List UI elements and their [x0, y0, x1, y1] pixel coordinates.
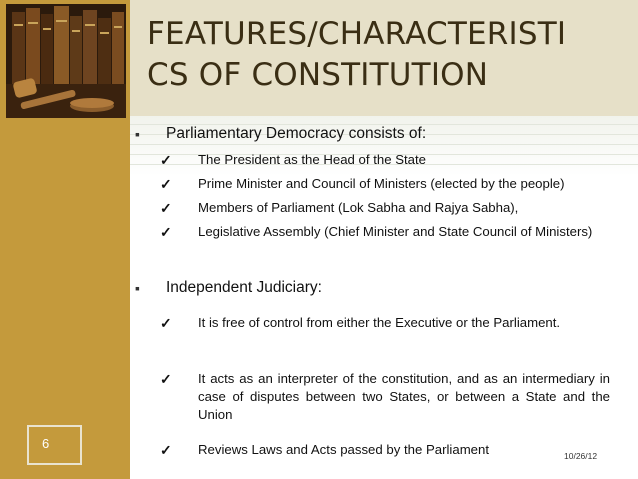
- checkmark-icon: ✓: [160, 176, 172, 192]
- law-books-gavel-icon: [6, 4, 126, 118]
- law-books-gavel-image: [6, 4, 126, 118]
- checkmark-icon: ✓: [160, 224, 172, 240]
- slide-number-box: [27, 425, 82, 465]
- checkmark-icon: ✓: [160, 442, 172, 458]
- checkmark-icon: ✓: [160, 200, 172, 216]
- checkmark-icon: ✓: [160, 315, 172, 331]
- checkmark-icon: ✓: [160, 371, 172, 387]
- checkmark-icon: ✓: [160, 152, 172, 168]
- title-line-2: CS OF CONSTITUTION: [147, 57, 489, 93]
- slide-date: 10/26/12: [564, 451, 598, 461]
- square-bullet-icon: ▪: [135, 126, 140, 142]
- slide: FEATURES/CHARACTERISTI CS OF CONSTITUTION ▪ Parliamentary Democracy consists of: ✓ The President as the Head of the State ✓ Prime Minister and Council of Ministers (elected by the people) ✓ Members of Parliament (Lok Sabha and Rajya Sabha), ✓ Legislative Assembly (Chief Minister and State Council of Ministers) ▪ Independent Judiciary: ✓ It is free of control from either the Executive or the Parliament. ✓ It acts as an interpreter of the constitution, and as an intermediary in case of disputes between two States, or between a State and the Union ✓ Reviews Laws and Acts passed by the Parliament 6 10/26/12: [0, 0, 638, 479]
- slide-title: [147, 14, 617, 96]
- title-line-1: FEATURES/CHARACTERISTI: [147, 16, 567, 52]
- slide-number: 6: [42, 436, 50, 451]
- square-bullet-icon: ▪: [135, 280, 140, 296]
